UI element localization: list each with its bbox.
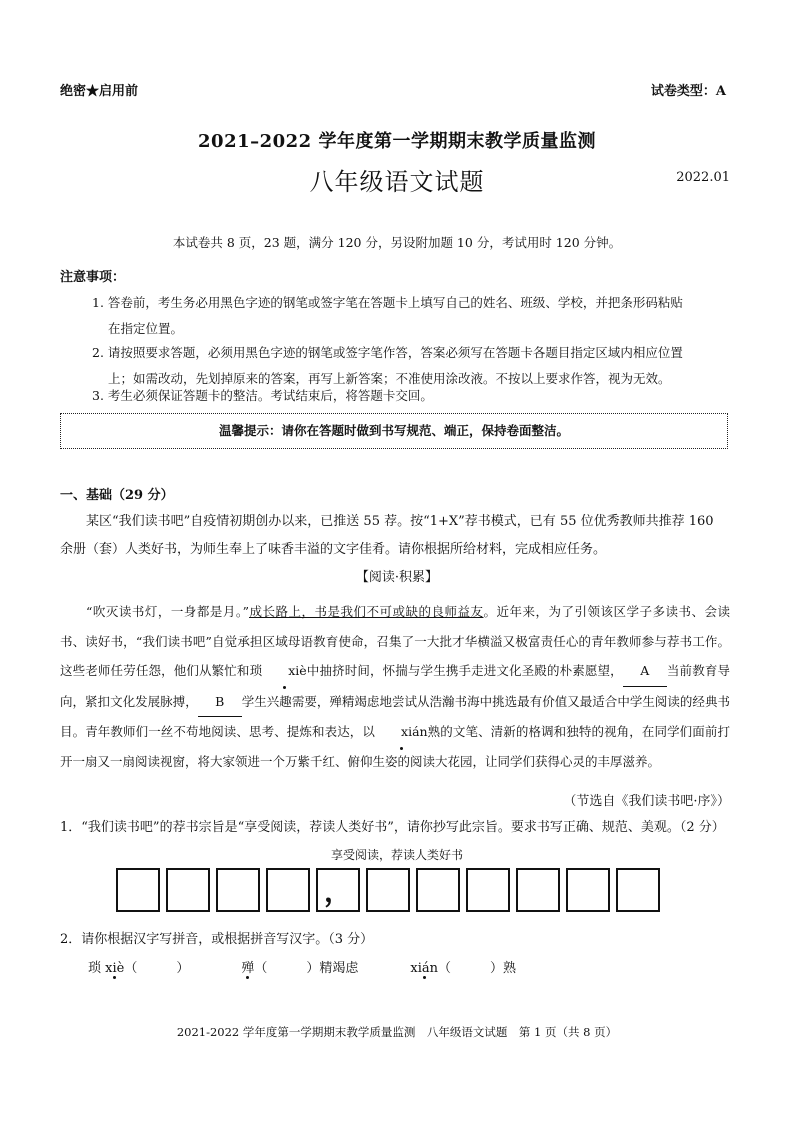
tip-box: [60, 413, 728, 449]
pinyin-item-3: xián（ ）熟: [410, 961, 517, 976]
pinyin-item-2: 殚（ ）精竭虑: [241, 957, 358, 976]
section-title: 一、基础（29 分）: [60, 488, 174, 503]
grid-cell[interactable]: [516, 868, 560, 912]
grid-cell-comma: ，: [316, 868, 360, 912]
tip-text: 温馨提示：请你在答题时做到书写规范、端正，保持卷面整洁。: [218, 423, 569, 438]
notice-title: 注意事项：: [60, 270, 126, 285]
grid-cell[interactable]: [416, 868, 460, 912]
grid-cell[interactable]: [466, 868, 510, 912]
passage-source: （节选自《我们读书吧·序》）: [563, 794, 730, 809]
grid-cell[interactable]: [166, 868, 210, 912]
blank-b: B: [198, 687, 242, 718]
pinyin-xian: xián: [375, 717, 428, 747]
reading-passage: “吹灭读书灯，一身都是月。”成长路上，书是我们不可或缺的良师益友。近年来，为了引领该区学子多读书、会读书、读好书，“我们读书吧”自觉承担区域母语教育使命，召集了一大批才华横溢又极富责任心的青年教师参与荐书工作。这些老师任劳任怨，他们从繁忙和琐 xiè中抽挤时间，怀揣与学生携手走进文化圣殿的朴素愿望， A 当前教育导向，紧扣文化发展脉搏， B 学生兴趣需要，殚精竭虑地尝试从浩瀚书海中挑选最有价值又最适合中学生阅读的经典书目。青年教师们一丝不苟地阅读、思考、提炼和表达，以 xián熟的文笔、清新的格调和独特的视角，在同学们面前打开一扇又一扇阅读视窗，将大家领进一个万紫千红、俯仰生姿的阅读大花园，让同学们获得心灵的丰厚滋养。: [60, 604, 730, 769]
blank-a: A: [623, 656, 667, 687]
subject-title: 八年级语文试题: [309, 168, 485, 196]
exam-date: 2022.01: [676, 170, 730, 185]
copy-target: 享受阅读，荐读人类好书: [330, 848, 463, 862]
paper-type: 试卷类型：A: [650, 84, 726, 99]
exam-title: 2021–2022 学年度第一学期期末教学质量监测: [198, 131, 596, 152]
section-intro: 某区“我们读书吧”自疫情初期创办以来，已推送 55 荐。按“1+X”荐书模式，已有 55 位优秀教师共推荐 160 余册（套）人类好书，为师生奉上了味香丰溢的文字佳肴。请你根据所给材料，完成相应任务。: [60, 514, 714, 557]
page-footer: 2021-2022 学年度第一学期期末教学质量监测 八年级语文试题 第 1 页（共 8 页）: [176, 1025, 618, 1039]
pinyin-items: [88, 957, 568, 976]
notice-item-1: 1. 答卷前，考生务必用黑色字迹的钢笔或签字笔在答题卡上填写自己的姓名、班级、学校，并把条形码粘贴 在指定位置。: [92, 295, 683, 336]
reading-title: 【阅读·积累】: [355, 570, 439, 585]
grid-cell[interactable]: [616, 868, 660, 912]
grid-cell[interactable]: [566, 868, 610, 912]
grid-cell[interactable]: [116, 868, 160, 912]
underlined-sentence: 成长路上，书是我们不可或缺的良师益友: [249, 604, 484, 619]
grid-cell[interactable]: [366, 868, 410, 912]
notice-item-3: 3. 考生必须保证答题卡的整洁。考试结束后，将答题卡交回。: [92, 388, 433, 403]
question-2: 2．请你根据汉字写拼音，或根据拼音写汉字。（3 分）: [60, 932, 374, 947]
grid-cell[interactable]: [216, 868, 260, 912]
question-1: 1．“我们读书吧”的荐书宗旨是“享受阅读，荐读人类好书”，请你抄写此宗旨。要求书写正确、规范、美观。（2 分）: [60, 820, 725, 835]
pinyin-item-1: 琐 xiè（ ）: [88, 961, 190, 976]
exam-info: 本试卷共 8 页，23 题，满分 120 分，另设附加题 10 分，考试用时 120 分钟。: [172, 235, 622, 250]
pinyin-xie: xiè: [262, 656, 306, 686]
writing-grid: [116, 868, 666, 912]
grid-cell[interactable]: [266, 868, 310, 912]
secret-label: 绝密★启用前: [60, 84, 139, 99]
notice-item-2: 2. 请按照要求答题，必须用黑色字迹的钢笔或签字笔作答，答案必须写在答题卡各题目指定区域内相应位置 上；如需改动，先划掉原来的答案，再写上新答案；不准使用涂改液。不按以上要求作答，视为无效。: [92, 345, 683, 386]
